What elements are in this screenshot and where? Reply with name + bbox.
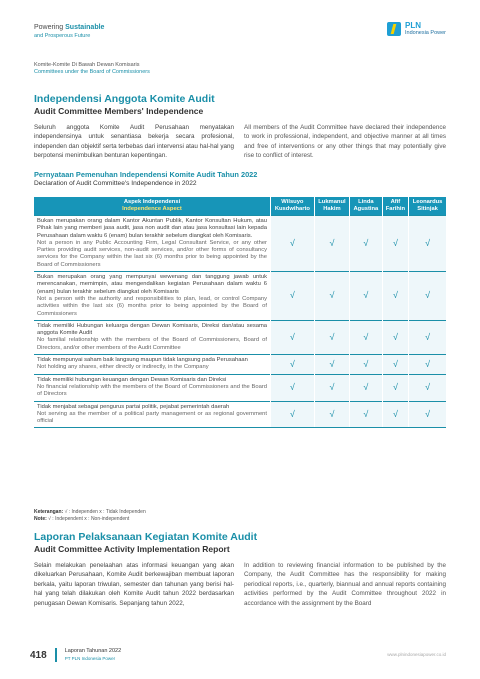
- check-mark-icon: √: [271, 401, 315, 428]
- check-mark-icon: √: [409, 401, 446, 428]
- member-header: Leonardus Sitinjak: [409, 197, 446, 216]
- legend-text-id: √ : Independen x : Tidak Independen: [64, 509, 146, 515]
- activity-heading: Laporan Pelaksanaan Kegiatan Komite Audit: [34, 531, 258, 543]
- table-subtitle: Declaration of Audit Committee's Independence in 2022: [34, 180, 197, 187]
- independence-paragraph-id: Seluruh anggota Komite Audit Perusahaan menyatakan independensinya untuk senantiasa bekerja secara profesional, independen dan objektif serta terbebas dari intervensi atau hal-hal yang berpotensi menimbulkan benturan kepentingan.: [34, 124, 234, 160]
- check-mark-icon: √: [409, 374, 446, 401]
- table-row: [34, 320, 446, 354]
- check-mark-icon: √: [382, 355, 409, 375]
- check-mark-icon: √: [271, 272, 315, 321]
- table-row: [34, 216, 446, 272]
- section-title-id: Komite-Komite Di Bawah Dewan Komisaris: [34, 62, 140, 68]
- check-mark-icon: √: [271, 320, 315, 354]
- independence-heading: Independensi Anggota Komite Audit: [34, 93, 215, 105]
- check-mark-icon: √: [409, 216, 446, 272]
- table-legend: [34, 509, 146, 523]
- brand-prefix: Powering: [34, 24, 66, 31]
- company-logo: [387, 22, 446, 36]
- check-mark-icon: √: [382, 374, 409, 401]
- activity-paragraph-en: In addition to reviewing financial information to be published by the Company, the Audit Committee has the responsibility for making periodical reports, i.e., quarterly, biannual and annual reports containing activities performed by the Audit Committee throughout 2022 in accordance with the assignment by the Board: [244, 562, 446, 607]
- check-mark-icon: √: [314, 401, 349, 428]
- check-mark-icon: √: [271, 216, 315, 272]
- aspect-cell: Bukan merupakan orang dalam Kantor Akuntan Publik, Kantor Konsultan Hukum, atau Pihak lain yang memberi jasa audit, jasa non audit dan atau jasa konsultasi lain kepada Perusahaan dalam waktu 6 (enam) bulan terakhir sebelum diangkat oleh Komisaris. Not a person in any Public Accounting Firm, Legal Consultant Service, or any other Parties providing audit services, non-audit services, and/or other forms of consultancy services for the Company within the last six (6) months prior to being appointed by the Board of Commissioners: [34, 216, 271, 272]
- brand-tagline: [34, 24, 104, 40]
- page-footer: [30, 648, 121, 662]
- check-mark-icon: √: [382, 401, 409, 428]
- check-mark-icon: √: [409, 320, 446, 354]
- independence-table: [34, 197, 446, 428]
- check-mark-icon: √: [382, 216, 409, 272]
- aspect-header: Aspek Independensi Independence Aspect: [34, 197, 271, 216]
- member-header: Linda Agustina: [350, 197, 383, 216]
- report-title: Laporan Tahunan 2022: [64, 648, 122, 654]
- brand-line2: and Prosperous Future: [34, 33, 91, 39]
- check-mark-icon: √: [271, 355, 315, 375]
- check-mark-icon: √: [350, 272, 383, 321]
- table-row: [34, 272, 446, 321]
- lightning-logo-icon: [387, 22, 401, 36]
- check-mark-icon: √: [314, 320, 349, 354]
- activity-paragraph-id: Selain melakukan penelaahan atas informasi keuangan yang akan dikeluarkan Perusahaan, Komite Audit berkewajiban membuat laporan berkala, yaitu laporan triwulan, semester dan tahunan yang berisi hal-hal yang telah dilakukan oleh Komite Audit tahun 2022 berdasarkan penugasan Dewan Komisaris. Sepanjang tahun 2022,: [34, 562, 234, 607]
- legend-text-en: √ : Independent x : Non-independent: [48, 516, 130, 522]
- member-header: Lukmanul Hakim: [314, 197, 349, 216]
- activity-subheading: Audit Committee Activity Implementation Report: [34, 544, 230, 554]
- check-mark-icon: √: [350, 320, 383, 354]
- check-mark-icon: √: [350, 401, 383, 428]
- check-mark-icon: √: [350, 355, 383, 375]
- website-link[interactable]: www.plnindonesiapower.co.id: [387, 652, 446, 657]
- table-title: Pernyataan Pemenuhan Independensi Komite Audit Tahun 2022: [34, 170, 258, 179]
- page-number: 418: [30, 649, 47, 661]
- table-row: [34, 374, 446, 401]
- check-mark-icon: √: [314, 374, 349, 401]
- check-mark-icon: √: [409, 272, 446, 321]
- member-header: Wilsuyo Kusdwiharto: [271, 197, 315, 216]
- table-row: [34, 401, 446, 428]
- check-mark-icon: √: [350, 216, 383, 272]
- legend-label-id: Keterangan:: [34, 509, 64, 515]
- check-mark-icon: √: [271, 374, 315, 401]
- section-header: [34, 62, 150, 76]
- check-mark-icon: √: [314, 355, 349, 375]
- aspect-cell: Bukan merupakan orang yang mempunyai wewenang dan tanggung jawab untuk merencanakan, memimpin, atau mengendalikan kegiatan Perusahaan dalam waktu 6 (enam) bulan terakhir sebelum diangkat oleh Komisaris Not a person with the authority and responsibilities to plan, lead, or control Company activities within the last six (6) months prior to being appointed by the Board of Commissioners: [34, 272, 271, 321]
- aspect-cell: Tidak menjabat sebagai pengurus partai politik, pejabat pemerintah daerah Not serving as the member of a political party management or as regional government official: [34, 401, 271, 428]
- independence-paragraph-en: All members of the Audit Committee have declared their independence to work in professional, independent, and objective manner at all times and free of interventions or any other things that may potentially give rise to conflict of interest.: [244, 124, 446, 160]
- brand-highlight: Sustainable: [65, 24, 105, 31]
- independence-subheading: Audit Committee Members' Independence: [34, 106, 204, 116]
- member-header: Afif Farihin: [382, 197, 409, 216]
- aspect-cell: Tidak memiliki Hubungan keluarga dengan Dewan Komisaris, Direksi dan/atau sesama anggota Komite Audit No familial relationship with the members of the Board of Commissioners, Board of Directors, and/or other members of the Audit Committee: [34, 320, 271, 354]
- legend-label-en: Note:: [34, 516, 47, 522]
- table-row: [34, 355, 446, 375]
- check-mark-icon: √: [409, 355, 446, 375]
- aspect-cell: Tidak mempunyai saham baik langsung maupun tidak langsung pada Perusahaan Not holding any shares, either directly or indirectly, in the Company: [34, 355, 271, 375]
- logo-sub: Indonesia Power: [405, 30, 446, 36]
- check-mark-icon: √: [314, 216, 349, 272]
- check-mark-icon: √: [350, 374, 383, 401]
- check-mark-icon: √: [314, 272, 349, 321]
- footer-divider: [55, 648, 57, 662]
- report-subtitle: PT PLN Indonesia Power: [64, 656, 116, 661]
- table-header-row: [34, 197, 446, 216]
- check-mark-icon: √: [382, 320, 409, 354]
- logo-name: PLN: [405, 21, 422, 30]
- section-title-en: Committees under the Board of Commissioners: [34, 69, 150, 75]
- aspect-cell: Tidak memiliki hubungan keuangan dengan Dewan Komisaris dan Direksi No financial relationship with the members of the Board of Commissioners and the Board of Directors: [34, 374, 271, 401]
- check-mark-icon: √: [382, 272, 409, 321]
